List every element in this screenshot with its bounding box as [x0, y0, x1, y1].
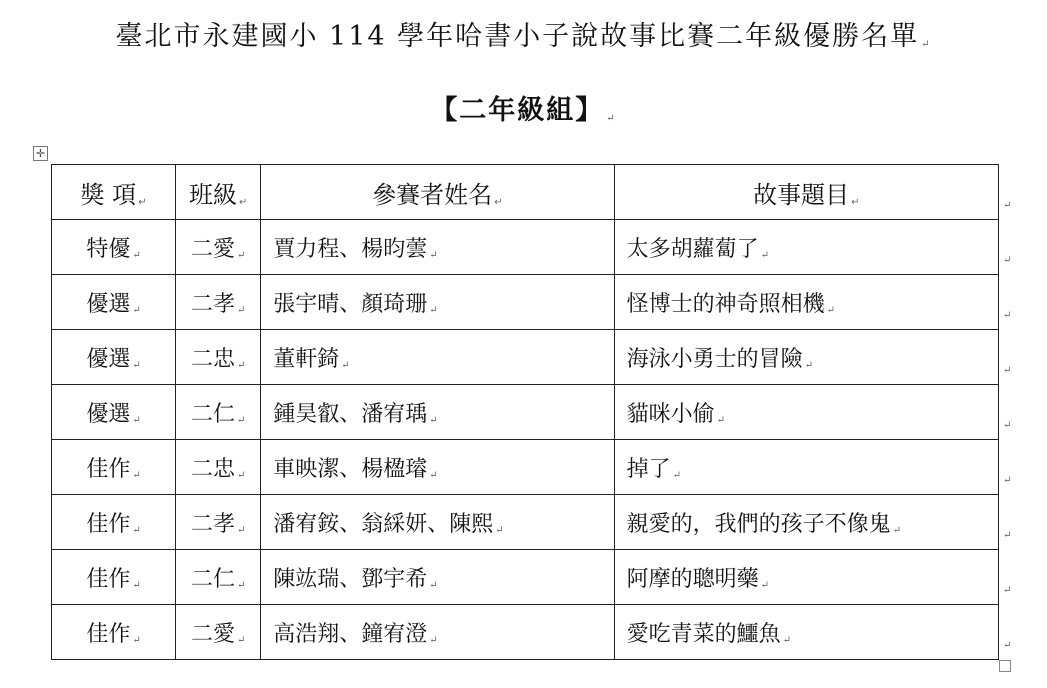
winners-table: [51, 164, 999, 660]
story-cell[interactable]: [614, 220, 998, 275]
paragraph-mark-icon: ↵: [132, 469, 141, 481]
story-cell-text: 怪博士的神奇照相機: [626, 291, 825, 317]
paragraph-mark-icon: ↵: [429, 304, 438, 316]
table-row: [52, 550, 999, 605]
story-cell[interactable]: [614, 495, 998, 550]
story-cell-text: 掉了: [626, 456, 671, 482]
names-cell[interactable]: [261, 220, 614, 275]
paragraph-mark-icon: ↵: [236, 414, 246, 426]
paragraph-mark-icon: ↵: [826, 304, 835, 316]
class-cell[interactable]: [176, 220, 261, 275]
paragraph-mark-icon: ↵: [236, 524, 246, 536]
paragraph-mark-icon: ↵: [429, 469, 438, 481]
paragraph-mark-icon: ↵: [804, 359, 813, 371]
award-cell[interactable]: [52, 495, 176, 550]
table-row: [52, 605, 999, 660]
names-cell[interactable]: [261, 605, 614, 660]
paragraph-mark-icon: ↵: [236, 359, 246, 371]
table-body: [52, 220, 999, 660]
row-end-mark-icon: ↵: [1003, 585, 1012, 596]
paragraph-mark-icon: ↵: [494, 196, 503, 208]
paragraph-mark-icon: ↵: [672, 469, 681, 481]
class-cell[interactable]: [176, 275, 261, 330]
award-cell-text: 佳作: [86, 621, 131, 647]
header-story[interactable]: [614, 165, 998, 220]
names-cell-text: 董軒錡: [273, 346, 340, 372]
paragraph-mark-icon: ↵: [429, 579, 438, 591]
paragraph-mark-icon: ↵: [236, 249, 246, 261]
paragraph-mark-icon: ↵: [132, 414, 141, 426]
header-award-label: 獎 項: [80, 180, 137, 209]
award-cell-text: 優選: [86, 401, 131, 427]
story-cell[interactable]: [614, 550, 998, 605]
names-cell[interactable]: [261, 495, 614, 550]
names-cell[interactable]: [261, 275, 614, 330]
class-cell[interactable]: [176, 605, 261, 660]
award-cell-text: 佳作: [86, 511, 131, 537]
paragraph-mark-icon: ↵: [716, 414, 725, 426]
story-cell-text: 親愛的，我們的孩子不像鬼: [626, 511, 891, 537]
paragraph-mark-icon: ↵: [341, 359, 350, 371]
class-cell[interactable]: [176, 495, 261, 550]
paragraph-mark-icon: ↵: [236, 579, 246, 591]
table-header-row: [52, 165, 999, 220]
story-cell-text: 阿摩的聰明藥: [626, 566, 759, 592]
header-class-label: 班級: [188, 180, 237, 209]
names-cell-text: 張宇晴、顏琦珊: [273, 291, 428, 317]
paragraph-mark-icon: ↵: [760, 249, 769, 261]
paragraph-mark-icon: ↵: [851, 196, 860, 208]
class-cell[interactable]: [176, 385, 261, 440]
paragraph-mark-icon: ↵: [132, 304, 141, 316]
story-cell[interactable]: [614, 330, 998, 385]
story-cell-text: 愛吃青菜的鱷魚: [626, 621, 781, 647]
title-text: 臺北市永建國小 114 學年哈書小子說故事比賽二年級優勝名單: [115, 21, 920, 52]
story-cell-text: 太多胡蘿蔔了: [626, 236, 759, 262]
class-cell-text: 二忠: [190, 346, 235, 372]
row-end-mark-icon: ↵: [1003, 420, 1012, 431]
paragraph-mark-icon: ↵: [132, 249, 141, 261]
paragraph-mark-icon: ↵: [236, 304, 246, 316]
paragraph-mark-icon: ↵: [921, 39, 932, 50]
story-cell[interactable]: [614, 385, 998, 440]
table-row: [52, 440, 999, 495]
story-cell-text: 貓咪小偷: [626, 401, 715, 427]
class-cell-text: 二忠: [190, 456, 235, 482]
story-cell[interactable]: [614, 440, 998, 495]
names-cell[interactable]: [261, 330, 614, 385]
paragraph-mark-icon: ↵: [132, 579, 141, 591]
paragraph-mark-icon: ↵: [132, 524, 141, 536]
class-cell-text: 二仁: [190, 566, 235, 592]
class-cell[interactable]: [176, 550, 261, 605]
header-class[interactable]: [176, 165, 261, 220]
paragraph-mark-icon: ↵: [892, 524, 901, 536]
paragraph-mark-icon: ↵: [236, 634, 246, 646]
row-end-mark-icon: ↵: [1003, 365, 1012, 376]
class-cell[interactable]: [176, 330, 261, 385]
names-cell-text: 潘宥銨、翁綵妍、陳熙: [273, 511, 494, 537]
names-cell-text: 陳竑瑞、鄧宇希: [273, 566, 428, 592]
class-cell-text: 二仁: [190, 401, 235, 427]
class-cell-text: 二孝: [190, 511, 235, 537]
table-row: [52, 275, 999, 330]
paragraph-mark-icon: ↵: [429, 634, 438, 646]
paragraph-mark-icon: ↵: [238, 196, 248, 208]
award-cell-text: 優選: [86, 291, 131, 317]
table-row: [52, 385, 999, 440]
award-cell[interactable]: [52, 440, 176, 495]
header-story-label: 故事題目: [753, 180, 850, 209]
table-row: [52, 220, 999, 275]
names-cell-text: 鍾昊叡、潘宥瑀: [273, 401, 428, 427]
header-award[interactable]: [52, 165, 176, 220]
award-cell[interactable]: [52, 275, 176, 330]
class-cell-text: 二愛: [190, 236, 235, 262]
row-end-mark-icon: ↵: [1003, 475, 1012, 486]
names-cell[interactable]: [261, 440, 614, 495]
paragraph-mark-icon: ↵: [429, 414, 438, 426]
paragraph-mark-icon: ↵: [606, 113, 617, 124]
header-names[interactable]: [261, 165, 614, 220]
paragraph-mark-icon: ↵: [138, 196, 147, 208]
story-cell-text: 海泳小勇士的冒險: [626, 346, 803, 372]
names-cell[interactable]: [261, 385, 614, 440]
award-cell-text: 優選: [86, 346, 131, 372]
table-row: [52, 495, 999, 550]
award-cell[interactable]: [52, 385, 176, 440]
names-cell[interactable]: [261, 550, 614, 605]
row-end-mark-icon: ↵: [1003, 310, 1012, 321]
paragraph-mark-icon: ↵: [429, 249, 438, 261]
award-cell[interactable]: [52, 220, 176, 275]
paragraph-mark-icon: ↵: [782, 634, 791, 646]
move-cross-icon[interactable]: ✛: [33, 146, 48, 161]
header-names-label: 參賽者姓名: [372, 180, 493, 209]
row-end-mark-icon: ↵: [1003, 640, 1012, 651]
award-cell[interactable]: [52, 550, 176, 605]
award-cell-text: 佳作: [86, 456, 131, 482]
class-cell[interactable]: [176, 440, 261, 495]
paragraph-mark-icon: ↵: [236, 469, 246, 481]
row-end-mark-icon: ↵: [1003, 200, 1012, 211]
names-cell-text: 車映潔、楊楹璿: [273, 456, 428, 482]
subtitle-text: 【二年級組】: [430, 95, 605, 126]
paragraph-mark-icon: ↵: [132, 359, 141, 371]
names-cell-text: 高浩翔、鐘宥澄: [273, 621, 428, 647]
document-title: [0, 14, 1047, 53]
class-cell-text: 二愛: [190, 621, 235, 647]
row-end-mark-icon: ↵: [1003, 255, 1012, 266]
paragraph-mark-icon: ↵: [132, 634, 141, 646]
story-cell[interactable]: [614, 275, 998, 330]
row-end-mark-icon: ↵: [1003, 530, 1012, 541]
table-row: [52, 330, 999, 385]
award-cell-text: 特優: [86, 236, 131, 262]
document-subtitle: [0, 88, 1047, 127]
paragraph-mark-icon: ↵: [495, 524, 504, 536]
paragraph-mark-icon: ↵: [760, 579, 769, 591]
names-cell-text: 賈力程、楊昀蕓: [273, 236, 428, 262]
award-cell[interactable]: [52, 330, 176, 385]
award-cell-text: 佳作: [86, 566, 131, 592]
award-cell[interactable]: [52, 605, 176, 660]
resize-square-icon[interactable]: [999, 660, 1011, 672]
class-cell-text: 二孝: [190, 291, 235, 317]
story-cell[interactable]: [614, 605, 998, 660]
